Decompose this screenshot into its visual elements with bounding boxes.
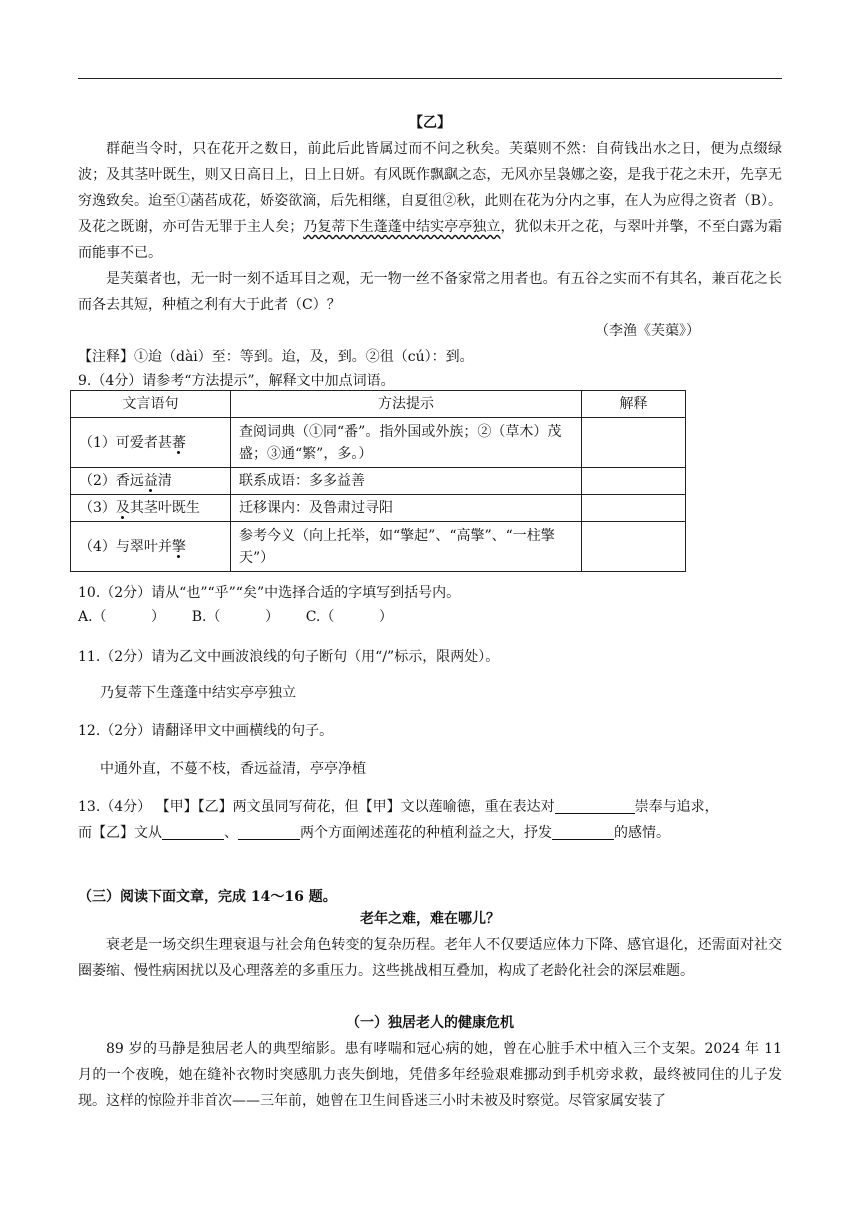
article-subheading: （一）独居老人的健康危机 xyxy=(346,1015,514,1031)
article-body-text: 89 岁的马静是独居老人的典型缩影。患有哮喘和冠心病的她，曾在心脏手术中植入三个支架。2024 年 11 月的一个夜晚，她在缝补衣物时突感肌力丧失倒地，凭借多年经验艰难挪动到手机旁求救，最终被同住的儿子发现。这样的惊险并非首次——三年前，她曾在卫生间昏迷三小时未被及时察觉。尽管家属安装了 xyxy=(78,1041,782,1109)
yi-paragraph-1-part2: ，犹似未开之花，与翠叶并擎，不至白露为霜而能事不已。 xyxy=(78,219,783,261)
header-sentence: 文言语句 xyxy=(71,391,231,418)
q13-blank-1[interactable] xyxy=(555,797,635,814)
q13-blank-4[interactable] xyxy=(552,823,614,840)
answer-cell[interactable] xyxy=(582,495,686,522)
article-intro-text: 衰老是一场交织生理衰退与社会角色转变的复杂历程。老年人不仅要适应体力下降、感官退化，还需面对社交圈萎缩、慢性病困扰以及心理落差的多重压力。这些挑战相互叠加，构成了老龄化社会的深层难题。 xyxy=(78,937,782,979)
hint-cell: 联系成语：多多益善 xyxy=(231,468,582,495)
table-row xyxy=(71,522,686,572)
hint-cell: 查阅词典（①同“番”。指外国或外族；②（草木）茂盛；③通“繁”，多。） xyxy=(231,418,582,468)
sentence-cell: （1）可爱者甚蕃 xyxy=(71,418,231,468)
hint-cell: 迁移课内：及鲁肃过寻阳 xyxy=(231,495,582,522)
annotation-note: 【注释】①迨（dài）至：等到。迨，及，到。②徂（cú）：到。 xyxy=(78,349,474,365)
q13-line1: 13.（4分） 【甲】【乙】两文虽同写荷花，但【甲】文以莲喻德，重在表达对 崇奉与追求， xyxy=(78,799,719,815)
article-body xyxy=(78,1036,782,1114)
wavy-underlined-sentence: 乃复蒂下生蓬蓬中结实亭亭独立 xyxy=(303,219,501,235)
q13-blank-3[interactable] xyxy=(238,823,300,840)
section3-heading: （三）阅读下面文章，完成 14～16 题。 xyxy=(78,889,337,905)
table-row xyxy=(71,418,686,468)
yi-paragraph-1-part1: 群葩当令时，只在花开之数日，前此后此皆属过而不问之秋矣。芙蕖则不然：自荷钱出水之日，便为点缀绿波；及其茎叶既生，则又日高日上，日上日妍。有风既作飘飖之态，无风亦呈袅娜之姿，是我于花之未开，先享无穷逸致矣。迨至①菡萏成花，娇姿欲滴，后先相继，自夏徂②秋，此则在花为分内之事，在人为应得之资者（B）。及花之既谢，亦可告无罪于主人矣； xyxy=(78,141,782,235)
table-header-row xyxy=(71,391,686,418)
q10-options[interactable]: A.（ ） B.（ ） C.（ ） xyxy=(78,609,393,625)
answer-cell[interactable] xyxy=(582,468,686,495)
q11-sentence[interactable]: 乃复蒂下生蓬蓬中结实亭亭独立 xyxy=(100,685,296,701)
source-citation: （李渔《芙蕖》） xyxy=(595,323,700,339)
q9-stem: 9.（4分）请参考“方法提示”，解释文中加点词语。 xyxy=(78,373,395,389)
q9-table xyxy=(70,390,686,572)
sentence-cell: （3）及其茎叶既生 xyxy=(71,495,231,522)
answer-cell[interactable] xyxy=(582,418,686,468)
dotted-word: 及 xyxy=(115,500,130,516)
q11-stem: 11.（2分）请为乙文中画波浪线的句子断句（用“/”标示，限两处）。 xyxy=(78,649,500,665)
header-rule xyxy=(78,78,782,79)
sentence-cell: （4）与翠叶并擎 xyxy=(71,522,231,572)
article-intro xyxy=(78,932,782,984)
yi-heading: 【乙】 xyxy=(409,115,451,131)
yi-paragraph-1 xyxy=(78,136,782,266)
q13-blank-2[interactable] xyxy=(162,823,224,840)
article-title: 老年之难，难在哪儿？ xyxy=(360,911,500,927)
dotted-word: 擎 xyxy=(171,538,186,555)
table-row xyxy=(71,495,686,522)
yi-passage xyxy=(78,136,782,318)
sentence-cell: （2）香远益清 xyxy=(71,468,231,495)
q13-line2: 而【乙】文从 、 两个方面阐述莲花的种植利益之大，抒发 的感情。 xyxy=(78,825,670,841)
hint-cell: 参考今义（向上托举，如“擎起”、“高擎”、“一柱擎天”） xyxy=(231,522,582,572)
q10-stem: 10.（2分）请从“也”“乎”“矣”中选择合适的字填写到括号内。 xyxy=(78,585,461,601)
answer-cell[interactable] xyxy=(582,522,686,572)
header-hint: 方法提示 xyxy=(231,391,582,418)
dotted-word: 蕃 xyxy=(171,434,186,451)
dotted-word: 益 xyxy=(143,473,158,489)
q12-sentence: 中通外直，不蔓不枝，香远益清，亭亭净植 xyxy=(100,761,366,777)
yi-paragraph-2: 是芙蕖者也，无一时一刻不适耳目之观，无一物一丝不备家常之用者也。有五谷之实而不有其名，兼百花之长而各去其短，种植之利有大于此者（C）？ xyxy=(78,271,782,313)
header-explanation: 解释 xyxy=(582,391,686,418)
table-row xyxy=(71,468,686,495)
q12-stem: 12.（2分）请翻译甲文中画横线的句子。 xyxy=(78,723,334,739)
